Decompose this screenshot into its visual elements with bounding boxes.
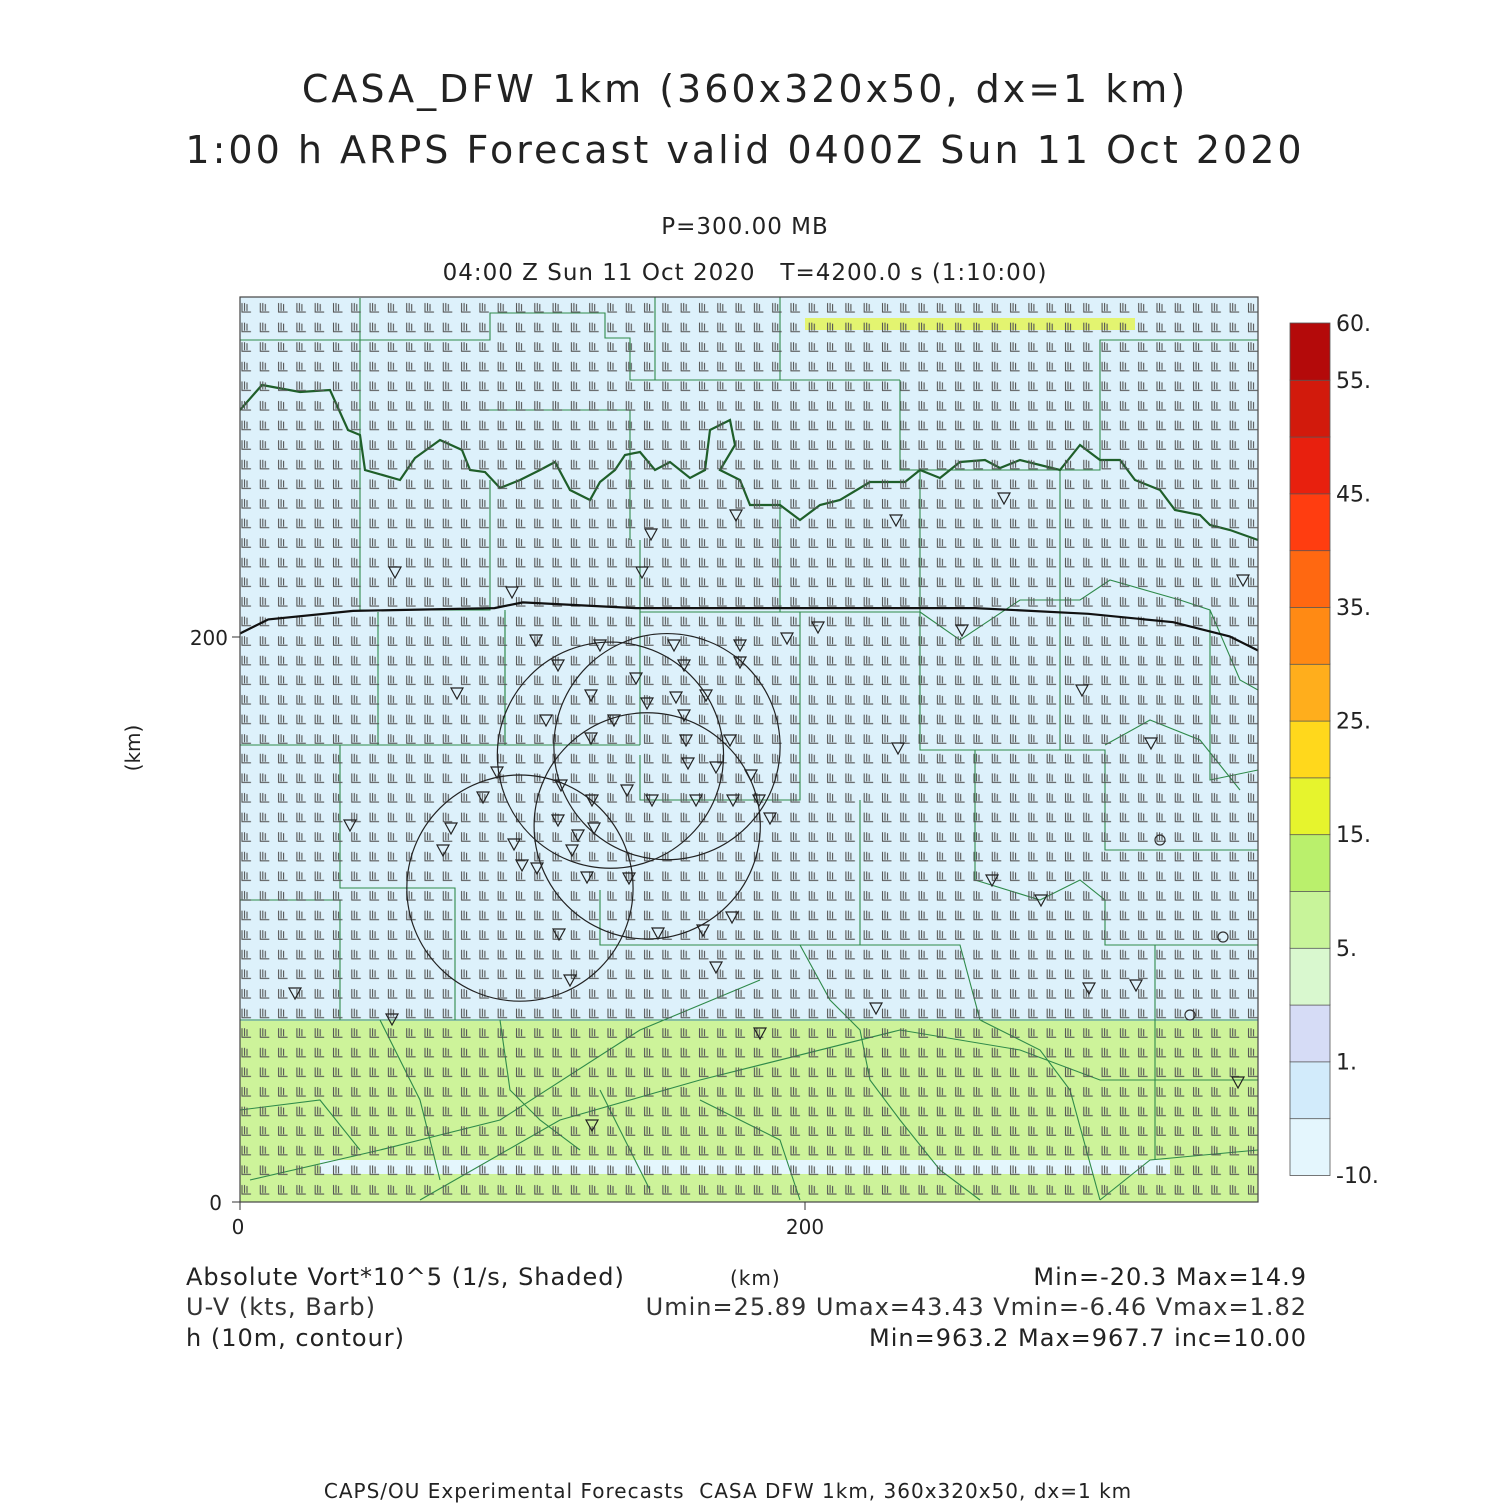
colorbar-label: 15.: [1336, 823, 1371, 849]
x-tick-0: 0: [231, 1215, 245, 1239]
pressure-level-label: P=300.00 MB: [661, 214, 829, 240]
colorbar-segment: [1290, 493, 1330, 550]
chart-title-line2: 1:00 h ARPS Forecast valid 0400Z Sun 11 Oct 2020: [185, 128, 1305, 172]
colorbar-segment: [1290, 948, 1330, 1005]
y-tick-200: 200: [189, 626, 228, 650]
colorbar-label: 45.: [1336, 482, 1371, 508]
colorbar-segment: [1290, 721, 1330, 778]
barb-field-label: U-V (kts, Barb): [186, 1293, 376, 1321]
colorbar-label: 55.: [1336, 368, 1371, 394]
contour-field-label: h (10m, contour): [186, 1324, 406, 1352]
shaded-field-stats: Min=-20.3 Max=14.9: [1033, 1263, 1307, 1291]
colorbar-segment: [1290, 437, 1330, 494]
colorbar-label: -10.: [1336, 1164, 1379, 1189]
colorbar-segment: [1290, 777, 1330, 834]
colorbar-label: 25.: [1336, 709, 1371, 735]
colorbar-segment: [1290, 1061, 1330, 1118]
y-tick-0: 0: [209, 1191, 222, 1215]
colorbar-label: 35.: [1336, 596, 1371, 621]
colorbar-label: 60.: [1336, 312, 1371, 337]
shaded-field-label: Absolute Vort*10^5 (1/s, Shaded): [186, 1263, 625, 1291]
colorbar-segment: [1290, 323, 1330, 380]
colorbar-label: 5.: [1336, 936, 1357, 962]
colorbar-segment: [1290, 891, 1330, 948]
colorbar-segment: [1290, 664, 1330, 721]
colorbar-label: 1.: [1336, 1050, 1357, 1076]
x-axis-label: (km): [730, 1266, 781, 1290]
x-tick-200: 200: [785, 1215, 825, 1239]
colorbar: [1290, 312, 1379, 1189]
colorbar-segment: [1290, 550, 1330, 607]
colorbar-segment: [1290, 380, 1330, 437]
colorbar-segment: [1290, 1118, 1330, 1175]
y-axis-label: (km): [121, 724, 145, 772]
contour-field-stats: Min=963.2 Max=967.7 inc=10.00: [869, 1324, 1307, 1352]
barb-field-stats: Umin=25.89 Umax=43.43 Vmin=-6.46 Vmax=1.82: [645, 1293, 1307, 1321]
credit-line: CAPS/OU Experimental Forecasts CASA DFW 1km, 360x320x50, dx=1 km: [323, 1479, 1133, 1503]
chart-title-line1: CASA_DFW 1km (360x320x50, dx=1 km): [301, 67, 1189, 111]
colorbar-segment: [1290, 607, 1330, 664]
colorbar-segment: [1290, 1005, 1330, 1062]
colorbar-segment: [1290, 834, 1330, 891]
wind-barbs: [225, 297, 1260, 1202]
valid-time-label: 04:00 Z Sun 11 Oct 2020 T=4200.0 s (1:10:00): [442, 260, 1048, 286]
